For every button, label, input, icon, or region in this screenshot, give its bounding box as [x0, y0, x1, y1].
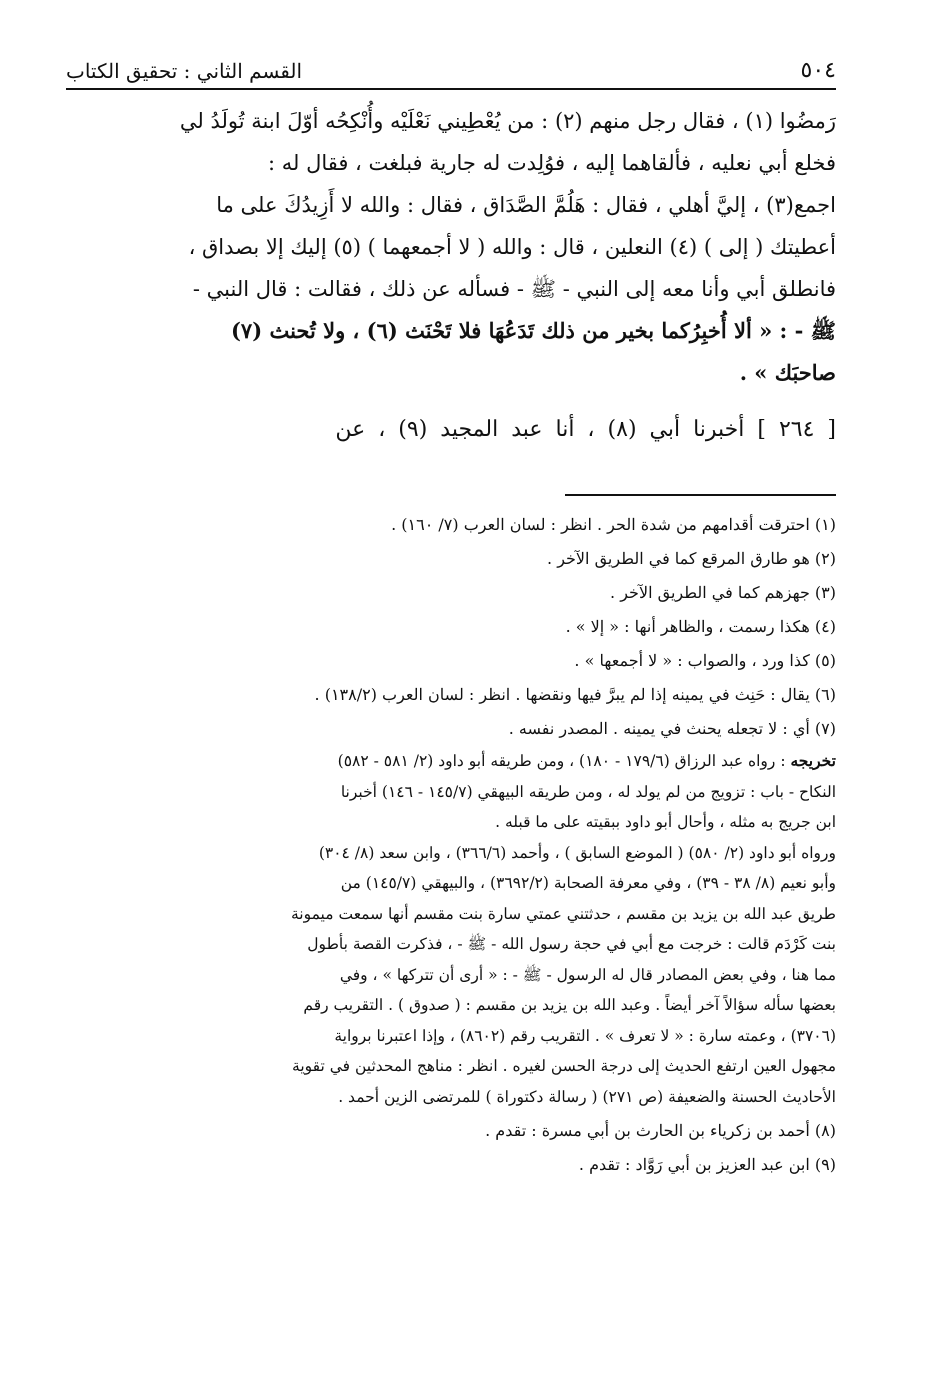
page-number: ٥٠٤ — [800, 58, 836, 83]
takhrij-line: ورواه أبو داود (٢/ ٥٨٠) ( الموضع السابق ) ، وأحمد (٣٦٦/٦) ، وابن سعد (٨/ ٣٠٤) — [318, 843, 836, 862]
takhrij-line: ابن جريج به مثله ، وأحال أبو داود ببقيته على ما قبله . — [495, 813, 836, 831]
section-title: القسم الثاني : تحقيق الكتاب — [66, 59, 303, 83]
header-rule — [66, 88, 836, 90]
hadith-quote-line: ﷺ - : « ألا أُخبِرُكما بخير من ذلك تَدَعُهَا فلا تَحْنَث (٦) ، ولا تُحنث (٧) — [230, 318, 836, 343]
main-text — [66, 100, 836, 452]
takhrij-line: (٣٧٠٦) ، وعمته سارة : « لا تعرف » . التقريب رقم (٨٦٠٢) ، وإذا اعتبرنا برواية — [334, 1026, 836, 1045]
takhrij-line: مجهول العين ارتفع الحديث إلى درجة الحسن لغيره . انظر : مناهج المحدثين في تقوية — [292, 1057, 836, 1075]
takhrij-line: طريق عبد الله بن يزيد بن مقسم ، حدثتني عمتي سارة بنت مقسم أنها سمعت ميمونة — [290, 904, 836, 923]
takhrij-line: وأبو نعيم (٨/ ٣٨ - ٣٩) ، وفي معرفة الصحابة (٣٦٩٢/٢) ، والبيهقي (١٤٥/٧) من — [340, 874, 836, 892]
footnote-5: (٥) كذا ورد ، والصواب : « لا أجمعها » . — [574, 651, 836, 670]
takhrij-line: النكاح - باب : تزويج من لم يولد له ، ومن طريقه البيهقي (١٤٥/٧ - ١٤٦) أخبرنا — [340, 782, 836, 801]
narration-264-line: [ ٢٦٤ ] أخبرنا أبي (٨) ، أنا عبد المجيد (٩) ، عن — [335, 417, 836, 442]
footnote-4: (٤) هكذا رسمت ، والظاهر أنها : « إلا » . — [565, 617, 836, 636]
takhrij-label: تخريجه — [790, 751, 836, 770]
takhrij-first-line — [66, 746, 836, 777]
takhrij-line: بنت كَرْدَم قالت : خرجت مع أبي في حجة رسول الله - ﷺ - ، فذكرت القصة بأطول — [307, 935, 836, 953]
body-line: أعطيتك ( إلى ) (٤) النعلين ، قال : والله ( لا أجمعهما ) (٥) إليك إلا بصداق ، — [188, 235, 836, 259]
footnote-separator — [565, 494, 836, 496]
footnote-3: (٣) جهزهم كما في الطريق الآخر . — [610, 583, 836, 602]
takhrij-line: الأحاديث الحسنة والضعيفة (ص ٢٧١) ( رسالة دكتوراة ) للمرتضى الزين أحمد . — [338, 1087, 836, 1106]
footnote-8: (٨) أحمد بن زكرياء بن الحارث بن أبي مسرة : تقدم . — [485, 1121, 836, 1140]
takhrij-line: بعضها سأله سؤالاً آخر أيضاً . وعبد الله بن يزيد بن مقسم : ( صدوق ) . التقريب رقم — [303, 996, 836, 1014]
body-line: فانطلق أبي وأنا معه إلى النبي - ﷺ - فسأله عن ذلك ، فقالت : قال النبي - — [192, 277, 836, 301]
footnote-1: (١) احترقت أقدامهم من شدة الحر . انظر : لسان العرب (٧/ ١٦٠) . — [391, 515, 836, 534]
body-line: فخلع أبي نعليه ، فألقاهما إليه ، فوُلِدت له جارية فبلغت ، فقال له : — [267, 151, 836, 175]
footnote-6: (٦) يقال : حَنِث في يمينه إذا لم يبرَّ فيها ونقضها . انظر : لسان العرب (١٣٨/٢) . — [314, 685, 836, 704]
footnote-2: (٢) هو طارق المرقع كما في الطريق الآخر . — [547, 549, 836, 568]
takhrij-line: مما هنا ، وفي بعض المصادر قال له الرسول - ﷺ - : « أرى أن تتركها » ، وفي — [339, 965, 836, 984]
body-line: رَمضُوا (١) ، فقال رجل منهم (٢) : من يُعْطِيني نَعْلَيْه وأُنْكِحُه أوّلَ ابنة تُولَدُ لي — [179, 109, 836, 133]
takhrij-text: : رواه عبد الرزاق (١٧٩/٦ - ١٨٠) ، ومن طريقه أبو داود (٢/ ٥٨١ - ٥٨٢) — [337, 752, 786, 770]
footnote-7: (٧) أي : لا تجعله يحنث في يمينه . المصدر نفسه . — [508, 719, 836, 738]
footnote-9: (٩) ابن عبد العزيز بن أبي رَوَّاد : تقدم . — [578, 1155, 836, 1174]
body-line: اجمع(٣) ، إليَّ أهلي ، فقال : هَلُمَّ الصَّدَاق ، فقال : والله لا أَزِيدُكَ على ما — [216, 193, 836, 217]
footnotes — [66, 508, 836, 1182]
running-header — [66, 50, 836, 90]
hadith-quote-end-line: صاحبَك » . — [739, 360, 836, 385]
